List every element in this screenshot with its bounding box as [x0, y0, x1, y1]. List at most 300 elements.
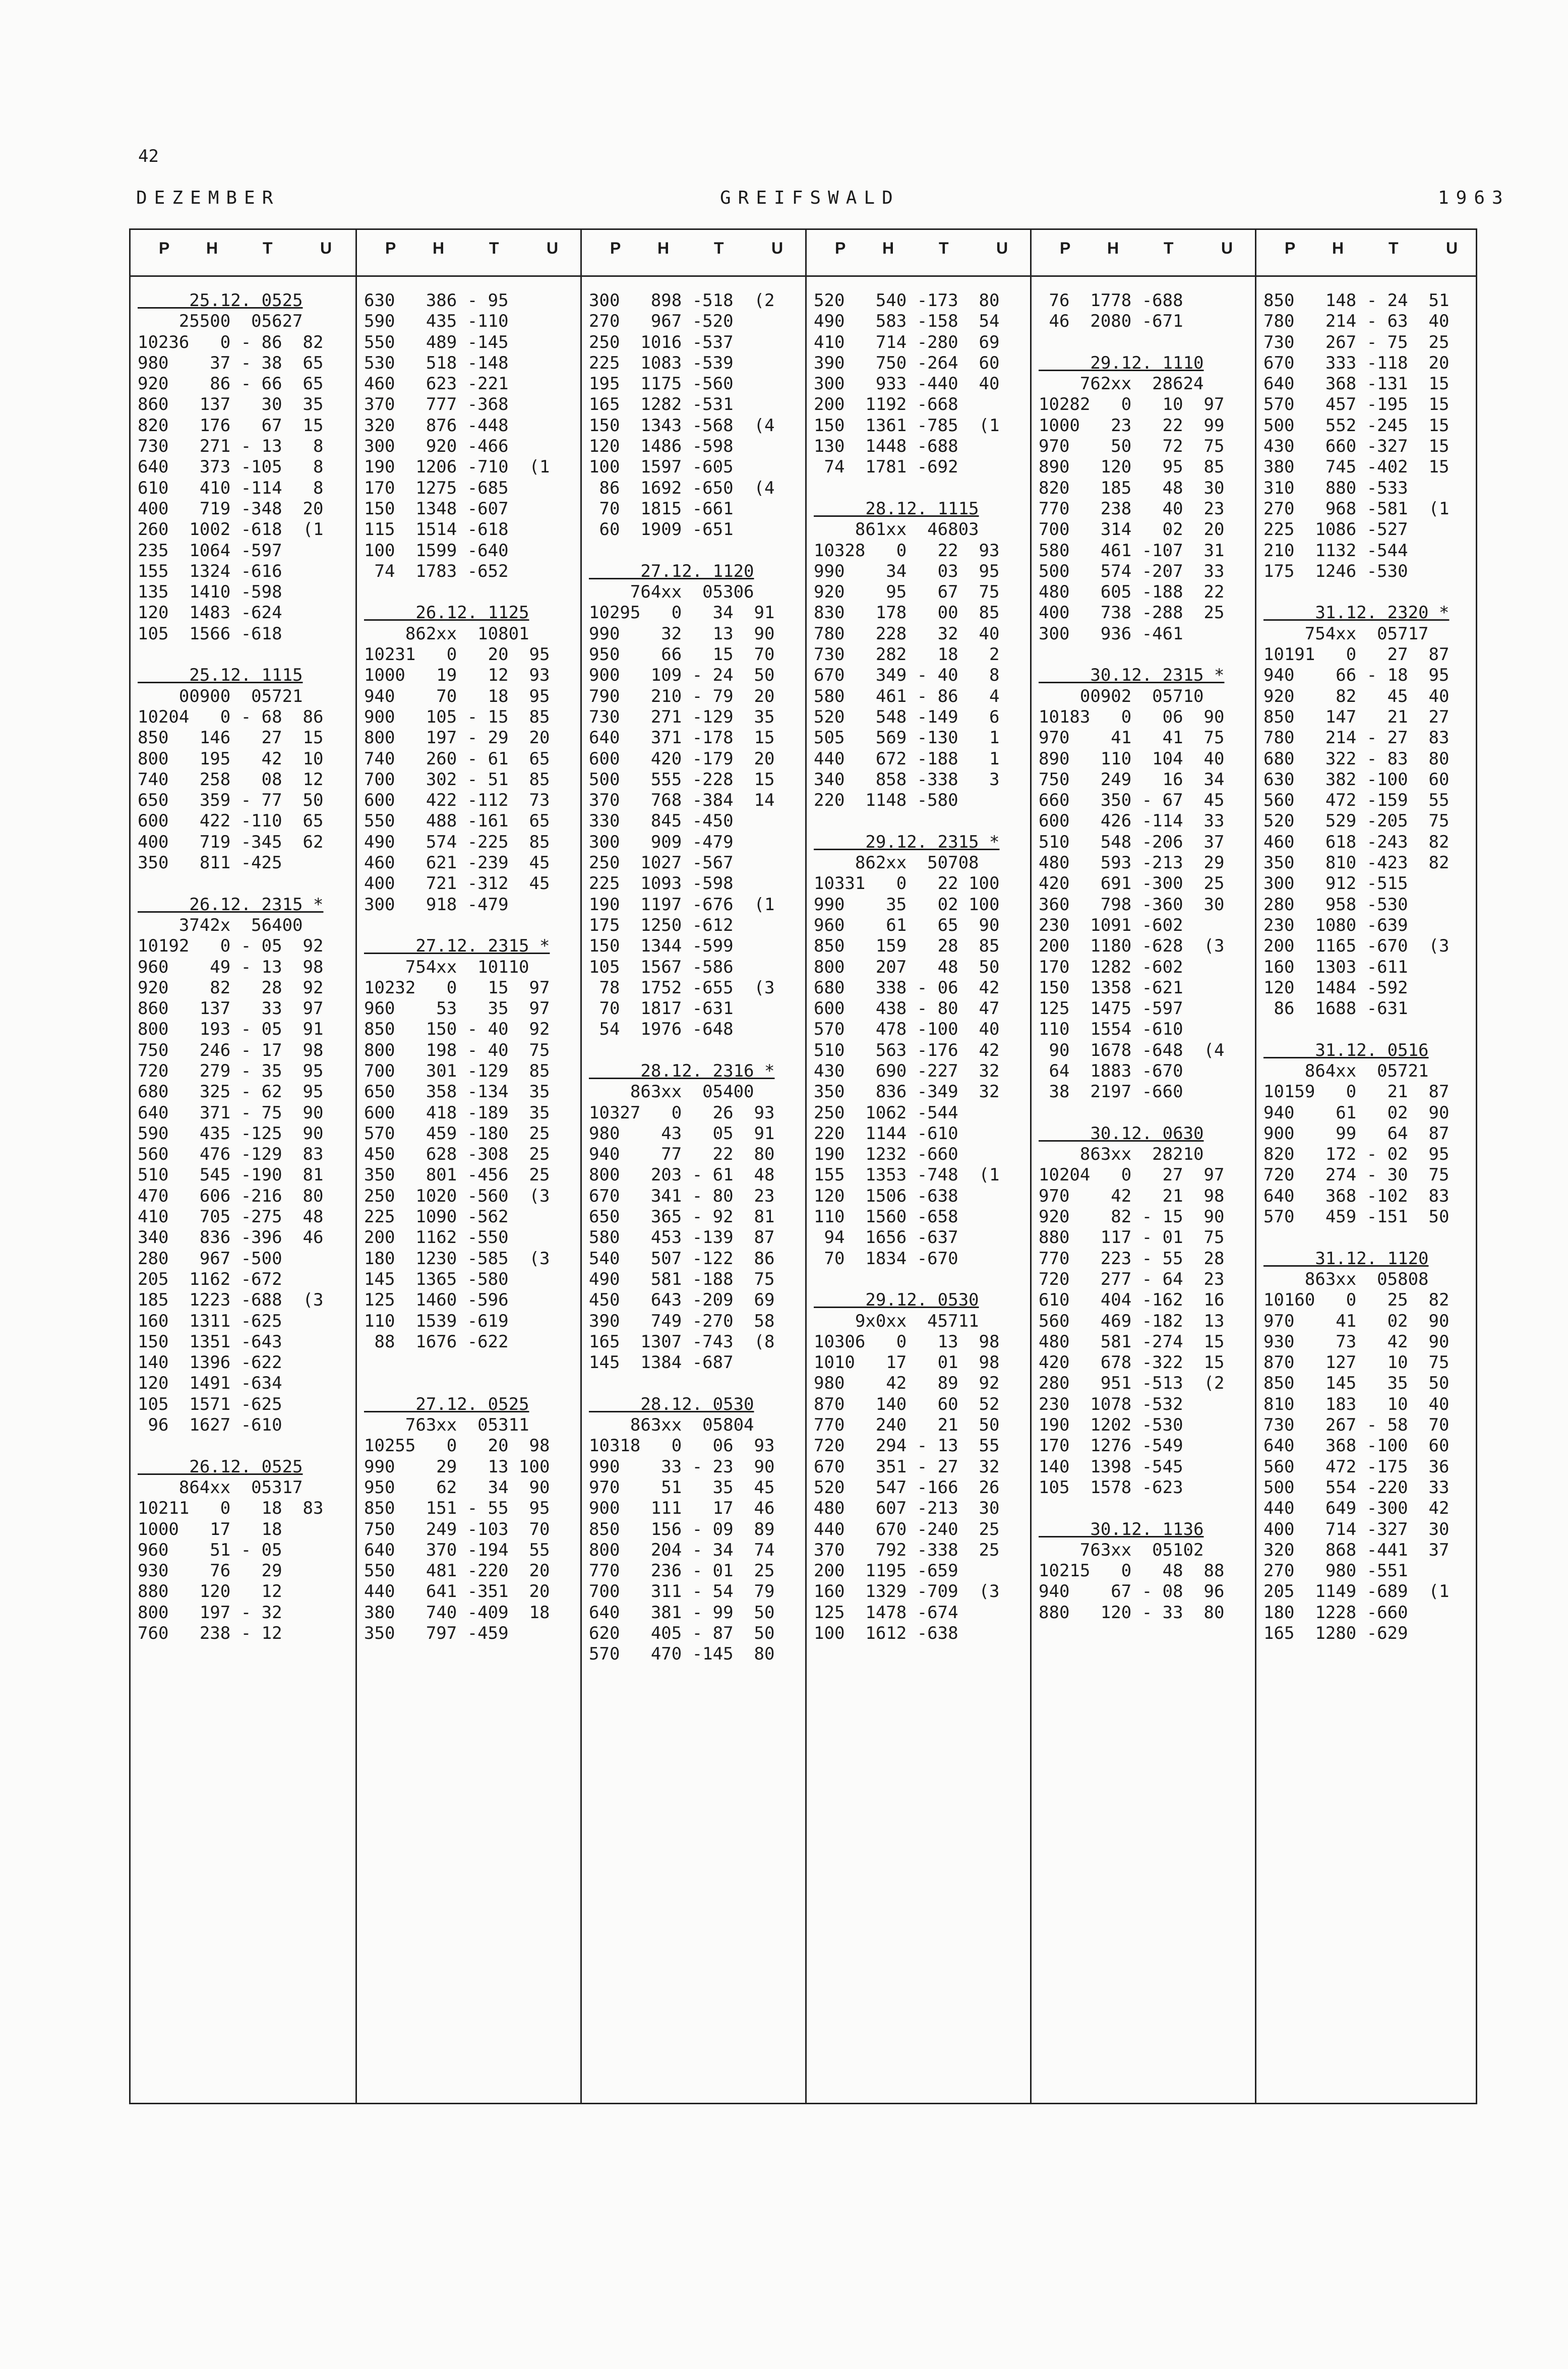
data-line: 762xx 28624 [1039, 374, 1204, 394]
data-line: 660 350 - 67 45 [1039, 790, 1225, 811]
data-line: 350 836 -349 32 [814, 1082, 1000, 1102]
sounding-date-line [814, 1290, 1030, 1311]
data-line: 550 489 -145 [364, 332, 509, 352]
data-line: 810 183 10 40 [1263, 1394, 1450, 1414]
column-body [814, 290, 1030, 1644]
data-line: 235 1064 -597 [138, 540, 282, 561]
sounding-date-line [814, 499, 1030, 519]
blank-line [364, 1352, 580, 1373]
data-line: 120 1484 -592 [1263, 977, 1408, 998]
data-line: 550 488 -161 65 [364, 811, 550, 832]
data-line: 350 811 -425 [138, 853, 282, 873]
data-line: 600 426 -114 33 [1039, 811, 1225, 832]
header-p: P [385, 239, 396, 257]
data-line: 862xx 10801 [364, 623, 529, 644]
data-line: 960 49 - 13 98 [138, 957, 324, 977]
data-line: 670 351 - 27 32 [814, 1456, 1000, 1477]
data-line: 440 649 -300 42 [1263, 1498, 1450, 1519]
data-line: 864xx 05721 [1263, 1060, 1429, 1081]
data-line: 970 41 02 90 [1263, 1311, 1450, 1331]
data-line: 630 386 - 95 [364, 290, 509, 311]
data-line: 10192 0 - 05 92 [138, 936, 324, 957]
data-line: 105 1566 -618 [138, 623, 282, 644]
data-line: 165 1282 -531 [589, 394, 734, 415]
data-line: 570 478 -100 40 [814, 1019, 1000, 1040]
data-line: 670 341 - 80 23 [589, 1186, 775, 1206]
data-line: 720 279 - 35 95 [138, 1060, 324, 1081]
sounding-date-line [1039, 665, 1254, 686]
data-line: 260 1002 -618 (1 [138, 519, 324, 540]
data-line: 990 34 03 95 [814, 561, 1000, 581]
data-line: 430 660 -327 15 [1263, 436, 1450, 457]
header-t: T [263, 239, 273, 257]
data-line: 970 50 72 75 [1039, 436, 1225, 457]
page-number: 42 [138, 146, 159, 166]
data-line: 940 66 - 18 95 [1263, 665, 1450, 686]
data-line: 440 670 -240 25 [814, 1519, 1000, 1539]
data-line: 86 1692 -650 (4 [589, 478, 775, 498]
column-header [357, 239, 582, 264]
data-line: 500 554 -220 33 [1263, 1477, 1450, 1498]
data-line: 300 920 -466 [364, 436, 509, 457]
data-line: 890 120 95 85 [1039, 457, 1225, 478]
data-line: 820 172 - 02 95 [1263, 1144, 1450, 1165]
column-header [807, 239, 1032, 264]
data-line: 820 185 48 30 [1039, 478, 1225, 498]
data-line: 125 1475 -597 [1039, 998, 1183, 1019]
column-3 [580, 230, 807, 2103]
data-line: 970 41 41 75 [1039, 728, 1225, 748]
header-u: U [547, 239, 559, 257]
header-p: P [159, 239, 170, 257]
data-line: 200 1195 -659 [814, 1561, 958, 1581]
data-line: 630 382 -100 60 [1263, 769, 1450, 790]
header-h: H [433, 239, 445, 257]
data-line: 830 178 00 85 [814, 603, 1000, 623]
sounding-date-line [1039, 1123, 1254, 1144]
data-line: 460 621 -239 45 [364, 853, 550, 873]
data-line: 450 628 -308 25 [364, 1144, 550, 1165]
data-line: 480 581 -274 15 [1039, 1331, 1225, 1352]
header-u: U [1446, 239, 1458, 257]
data-line: 520 547 -166 26 [814, 1477, 1000, 1498]
data-line: 780 214 - 63 40 [1263, 311, 1450, 332]
data-line: 225 1086 -527 [1263, 519, 1408, 540]
data-line: 70 1834 -670 [814, 1248, 958, 1269]
data-line: 480 607 -213 30 [814, 1498, 1000, 1519]
sounding-date-line [1263, 1249, 1478, 1269]
data-line: 190 1206 -710 (1 [364, 457, 550, 478]
data-line: 200 1162 -550 [364, 1227, 509, 1248]
data-line: 490 574 -225 85 [364, 832, 550, 852]
sounding-date: 31.12. 0516 [1263, 1040, 1429, 1060]
sounding-date-line [814, 832, 1030, 853]
data-line: 320 868 -441 37 [1263, 1539, 1450, 1560]
data-line: 270 967 -520 [589, 311, 734, 332]
sounding-date-line [1263, 603, 1478, 623]
blank-line [138, 644, 353, 665]
data-line: 165 1307 -743 (8 [589, 1331, 775, 1352]
blank-line [138, 1436, 353, 1456]
data-line: 10306 0 13 98 [814, 1331, 1000, 1352]
data-line: 730 271 - 13 8 [138, 436, 324, 457]
data-line: 640 370 -194 55 [364, 1539, 550, 1560]
data-line: 940 70 18 95 [364, 686, 550, 706]
sounding-date: 26.12. 1125 [364, 603, 529, 623]
data-line: 460 623 -221 [364, 374, 509, 394]
data-line: 950 66 15 70 [589, 644, 775, 665]
sounding-date: 28.12. 1115 [814, 498, 979, 519]
blank-line [814, 1269, 1030, 1290]
data-line: 160 1311 -625 [138, 1311, 282, 1331]
data-line: 640 381 - 99 50 [589, 1602, 775, 1623]
column-5 [1030, 230, 1256, 2103]
data-line: 520 529 -205 75 [1263, 811, 1450, 832]
data-line: 110 1539 -619 [364, 1311, 509, 1331]
data-line: 640 368 -131 15 [1263, 374, 1450, 394]
sounding-date: 27.12. 1120 [589, 561, 754, 581]
data-line: 38 2197 -660 [1039, 1082, 1183, 1102]
sounding-date-line [138, 895, 353, 915]
data-line: 155 1353 -748 (1 [814, 1165, 1000, 1186]
data-line: 850 145 35 50 [1263, 1373, 1450, 1394]
column-2 [355, 230, 582, 2103]
data-line: 580 461 -107 31 [1039, 540, 1225, 561]
data-line: 410 705 -275 48 [138, 1207, 324, 1227]
data-line: 740 258 08 12 [138, 769, 324, 790]
data-line: 250 1020 -560 (3 [364, 1186, 550, 1206]
data-line: 150 1361 -785 (1 [814, 415, 1000, 436]
data-line: 120 1483 -624 [138, 603, 282, 623]
data-line: 10318 0 06 93 [589, 1436, 775, 1456]
column-body [589, 290, 805, 1665]
data-line: 900 111 17 46 [589, 1498, 775, 1519]
data-line: 300 909 -479 [589, 832, 734, 852]
header-h: H [1332, 239, 1344, 257]
data-line: 930 76 29 [138, 1561, 282, 1581]
data-line: 420 678 -322 15 [1039, 1352, 1225, 1373]
data-line: 850 148 - 24 51 [1263, 290, 1450, 311]
data-line: 115 1514 -618 [364, 519, 509, 540]
blank-line [1039, 644, 1254, 665]
data-line: 170 1276 -549 [1039, 1436, 1183, 1456]
column-6 [1255, 230, 1480, 2103]
data-line: 754xx 10110 [364, 957, 529, 977]
data-line: 500 555 -228 15 [589, 769, 775, 790]
data-line: 610 404 -162 16 [1039, 1290, 1225, 1311]
data-line: 10160 0 25 82 [1263, 1290, 1450, 1311]
data-line: 125 1478 -674 [814, 1602, 958, 1623]
data-line: 420 691 -300 25 [1039, 873, 1225, 894]
data-line: 600 422 -112 73 [364, 790, 550, 811]
data-line: 480 605 -188 22 [1039, 582, 1225, 603]
data-line: 730 267 - 58 70 [1263, 1415, 1450, 1436]
data-line: 360 798 -360 30 [1039, 894, 1225, 915]
data-line: 770 236 - 01 25 [589, 1561, 775, 1581]
data-line: 320 876 -448 [364, 415, 509, 436]
data-line: 195 1175 -560 [589, 374, 734, 394]
data-line: 10191 0 27 87 [1263, 644, 1450, 665]
data-line: 70 1817 -631 [589, 998, 734, 1019]
blank-line [1039, 1498, 1254, 1519]
header-p: P [835, 239, 846, 257]
data-line: 980 42 89 92 [814, 1373, 1000, 1394]
data-line: 280 967 -500 [138, 1248, 282, 1269]
data-line: 764xx 05306 [589, 582, 754, 603]
data-line: 470 606 -216 80 [138, 1186, 324, 1206]
data-line: 500 552 -245 15 [1263, 415, 1450, 436]
data-line: 9x0xx 45711 [814, 1311, 979, 1331]
data-line: 410 714 -280 69 [814, 332, 1000, 352]
data-line: 140 1396 -622 [138, 1352, 282, 1373]
data-line: 175 1246 -530 [1263, 561, 1408, 581]
data-line: 640 371 - 75 90 [138, 1102, 324, 1123]
sounding-date-line [589, 1061, 805, 1082]
blank-line [814, 478, 1030, 499]
data-line: 850 147 21 27 [1263, 706, 1450, 727]
data-line: 870 127 10 75 [1263, 1352, 1450, 1373]
data-line: 74 1781 -692 [814, 457, 958, 478]
data-line: 00902 05710 [1039, 686, 1204, 706]
header-u: U [771, 239, 783, 257]
header-u: U [320, 239, 332, 257]
column-header [582, 239, 807, 264]
data-line: 340 858 -338 3 [814, 769, 1000, 790]
data-line: 490 583 -158 54 [814, 311, 1000, 332]
header-month: DEZEMBER [136, 188, 280, 208]
sounding-date: 25.12. 1115 [138, 665, 303, 686]
sounding-date-line [589, 561, 805, 582]
data-line: 10282 0 10 97 [1039, 394, 1225, 415]
data-line: 850 151 - 55 95 [364, 1498, 550, 1519]
data-line: 880 117 - 01 75 [1039, 1227, 1225, 1248]
column-body [138, 290, 353, 1644]
column-header [131, 239, 355, 264]
data-line: 570 459 -180 25 [364, 1123, 550, 1144]
header-h: H [1107, 239, 1119, 257]
data-line: 720 277 - 64 23 [1039, 1269, 1225, 1289]
blank-line [589, 1373, 805, 1394]
data-line: 820 176 67 15 [138, 415, 324, 436]
data-line: 160 1303 -611 [1263, 957, 1408, 977]
data-line: 864xx 05317 [138, 1477, 303, 1498]
data-line: 370 792 -338 25 [814, 1539, 1000, 1560]
data-line: 670 349 - 40 8 [814, 665, 1000, 686]
data-line: 540 507 -122 86 [589, 1248, 775, 1269]
data-line: 110 1554 -610 [1039, 1019, 1183, 1040]
data-line: 100 1599 -640 [364, 540, 509, 561]
header-t: T [489, 239, 499, 257]
data-line: 10236 0 - 86 82 [138, 332, 324, 352]
data-line: 500 574 -207 33 [1039, 561, 1225, 581]
data-line: 200 1180 -628 (3 [1039, 936, 1225, 957]
column-body [364, 290, 580, 1644]
data-line: 430 690 -227 32 [814, 1060, 1000, 1081]
data-line: 700 301 -129 85 [364, 1060, 550, 1081]
data-line: 990 32 13 90 [589, 623, 775, 644]
data-line: 880 120 - 33 80 [1039, 1602, 1225, 1623]
data-line: 510 563 -176 42 [814, 1040, 1000, 1060]
data-line: 190 1197 -676 (1 [589, 894, 775, 915]
data-line: 700 311 - 54 79 [589, 1581, 775, 1602]
data-line: 560 472 -175 36 [1263, 1456, 1450, 1477]
data-line: 560 469 -182 13 [1039, 1311, 1225, 1331]
data-line: 754xx 05717 [1263, 623, 1429, 644]
sounding-date-line [364, 1394, 580, 1415]
data-line: 280 951 -513 (2 [1039, 1373, 1225, 1394]
data-line: 640 371 -178 15 [589, 728, 775, 748]
data-line: 600 422 -110 65 [138, 811, 324, 832]
data-line: 740 260 - 61 65 [364, 748, 550, 769]
column-header [1032, 239, 1256, 264]
blank-line [1039, 332, 1254, 353]
data-line: 400 721 -312 45 [364, 873, 550, 894]
data-line: 120 1491 -634 [138, 1373, 282, 1394]
data-line: 10211 0 18 83 [138, 1498, 324, 1519]
blank-line [1263, 1019, 1478, 1040]
data-line: 400 719 -348 20 [138, 498, 324, 519]
data-line: 250 1062 -544 [814, 1102, 958, 1123]
data-line: 480 593 -213 29 [1039, 853, 1225, 873]
data-line: 890 110 104 40 [1039, 748, 1225, 769]
sounding-date: 29.12. 2315 * [814, 832, 1000, 852]
data-line: 800 197 - 29 20 [364, 728, 550, 748]
data-line: 960 53 35 97 [364, 998, 550, 1019]
data-line: 400 719 -345 62 [138, 832, 324, 852]
blank-line [1263, 1227, 1478, 1248]
data-line: 225 1093 -598 [589, 873, 734, 894]
data-line: 863xx 05808 [1263, 1269, 1429, 1289]
data-line: 970 51 35 45 [589, 1477, 775, 1498]
data-line: 130 1448 -688 [814, 436, 958, 457]
data-line: 600 438 - 80 47 [814, 998, 1000, 1019]
data-line: 862xx 50708 [814, 853, 979, 873]
data-line: 120 1486 -598 [589, 436, 734, 457]
data-line: 861xx 46803 [814, 519, 979, 540]
data-line: 860 137 30 35 [138, 394, 324, 415]
data-line: 150 1358 -621 [1039, 977, 1183, 998]
data-line: 150 1343 -568 (4 [589, 415, 775, 436]
data-line: 720 294 - 13 55 [814, 1436, 1000, 1456]
data-line: 460 618 -243 82 [1263, 832, 1450, 852]
data-line: 980 43 05 91 [589, 1123, 775, 1144]
data-line: 800 207 48 50 [814, 957, 1000, 977]
data-line: 1000 19 12 93 [364, 665, 550, 686]
data-line: 88 1676 -622 [364, 1331, 509, 1352]
data-line: 380 740 -409 18 [364, 1602, 550, 1623]
data-line: 10232 0 15 97 [364, 977, 550, 998]
data-line: 600 418 -189 35 [364, 1102, 550, 1123]
data-line: 280 958 -530 [1263, 894, 1408, 915]
data-line: 10295 0 34 91 [589, 603, 775, 623]
sounding-date: 29.12. 1110 [1039, 352, 1204, 373]
data-line: 160 1329 -709 (3 [814, 1581, 1000, 1602]
blank-line [1039, 1103, 1254, 1123]
data-line: 800 198 - 40 75 [364, 1040, 550, 1060]
data-line: 70 1815 -661 [589, 498, 734, 519]
data-line: 220 1148 -580 [814, 790, 958, 811]
data-line: 920 82 28 92 [138, 977, 324, 998]
header-year: 1963 [1438, 188, 1510, 208]
data-line: 930 73 42 90 [1263, 1331, 1450, 1352]
data-line: 400 714 -327 30 [1263, 1519, 1450, 1539]
data-line: 76 1778 -688 [1039, 290, 1183, 311]
data-line: 54 1976 -648 [589, 1019, 734, 1040]
data-line: 700 302 - 51 85 [364, 769, 550, 790]
data-line: 390 749 -270 58 [589, 1311, 775, 1331]
data-line: 330 845 -450 [589, 811, 734, 832]
data-line: 750 246 - 17 98 [138, 1040, 324, 1060]
data-line: 680 325 - 62 95 [138, 1082, 324, 1102]
data-line: 570 457 -195 15 [1263, 394, 1450, 415]
data-line: 763xx 05102 [1039, 1539, 1204, 1560]
data-line: 730 271 -129 35 [589, 706, 775, 727]
data-line: 590 435 -125 90 [138, 1123, 324, 1144]
data-line: 580 453 -139 87 [589, 1227, 775, 1248]
data-line: 730 267 - 75 25 [1263, 332, 1450, 352]
data-line: 940 67 - 08 96 [1039, 1581, 1225, 1602]
blank-line [814, 811, 1030, 832]
data-line: 580 461 - 86 4 [814, 686, 1000, 706]
data-line: 230 1091 -602 [1039, 915, 1183, 935]
header-p: P [1060, 239, 1071, 257]
sounding-date-line [1263, 1040, 1478, 1061]
data-line: 140 1398 -545 [1039, 1456, 1183, 1477]
data-line: 00900 05721 [138, 686, 303, 706]
data-line: 10231 0 20 95 [364, 644, 550, 665]
data-line: 870 140 60 52 [814, 1394, 1000, 1414]
header-t: T [1389, 239, 1399, 257]
data-line: 205 1149 -689 (1 [1263, 1581, 1450, 1602]
data-line: 86 1688 -631 [1263, 998, 1408, 1019]
data-line: 105 1578 -623 [1039, 1477, 1183, 1498]
data-line: 650 358 -134 35 [364, 1082, 550, 1102]
data-line: 155 1324 -616 [138, 561, 282, 581]
data-line: 960 51 - 05 [138, 1539, 282, 1560]
data-line: 46 2080 -671 [1039, 311, 1183, 332]
data-line: 96 1627 -610 [138, 1415, 282, 1436]
data-line: 670 333 -118 20 [1263, 352, 1450, 373]
data-line: 270 980 -551 [1263, 1561, 1408, 1581]
blank-line [589, 541, 805, 561]
data-line: 205 1162 -672 [138, 1269, 282, 1289]
header-h: H [882, 239, 894, 257]
data-line: 850 159 28 85 [814, 936, 1000, 957]
data-line: 10328 0 22 93 [814, 540, 1000, 561]
data-line: 770 238 40 23 [1039, 498, 1225, 519]
data-line: 170 1275 -685 [364, 478, 509, 498]
data-line: 450 643 -209 69 [589, 1290, 775, 1311]
data-line: 150 1351 -643 [138, 1331, 282, 1352]
data-line: 990 35 02 100 [814, 894, 1000, 915]
sounding-date-line [138, 290, 353, 311]
data-line: 100 1612 -638 [814, 1623, 958, 1643]
data-line: 94 1656 -637 [814, 1227, 958, 1248]
data-line: 780 228 32 40 [814, 623, 1000, 644]
data-line: 640 368 -102 83 [1263, 1186, 1450, 1206]
data-line: 180 1230 -585 (3 [364, 1248, 550, 1269]
sounding-date: 25.12. 0525 [138, 290, 303, 311]
data-line: 250 1016 -537 [589, 332, 734, 352]
column-body [1263, 290, 1478, 1644]
data-line: 10204 0 27 97 [1039, 1165, 1225, 1186]
data-line: 135 1410 -598 [138, 582, 282, 603]
data-line: 64 1883 -670 [1039, 1060, 1183, 1081]
data-line: 550 481 -220 20 [364, 1561, 550, 1581]
sounding-date: 28.12. 0530 [589, 1394, 754, 1414]
header-t: T [939, 239, 949, 257]
data-line: 370 777 -368 [364, 394, 509, 415]
